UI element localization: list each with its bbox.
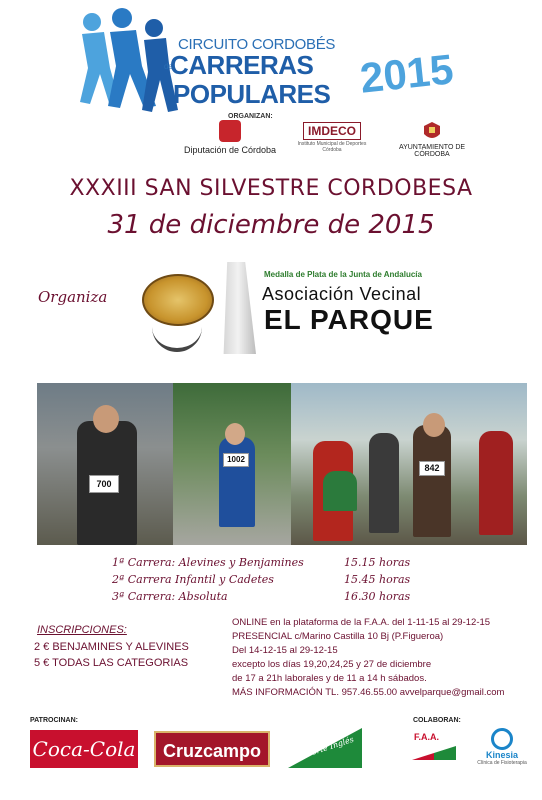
medal-text: Medalla de Plata de la Junta de Andalucía [264, 270, 422, 279]
diputacion-logo: Diputación de Córdoba [180, 120, 280, 155]
contact-info: MÁS INFORMACIÓN TL. 957.46.55.00 avvelparque@gmail.com [232, 687, 505, 698]
tower-icon [220, 262, 256, 354]
organiza-label: Organiza [38, 288, 108, 306]
cruzcampo-logo: Cruzcampo [154, 731, 270, 767]
circuit-title: CIRCUITO CORDOBÉS [178, 36, 336, 53]
except-info: excepto los días 19,20,24,25 y 27 de diciembre [232, 659, 432, 670]
race-name: 3ª Carrera: Absoluta [112, 590, 228, 603]
race-photos [37, 383, 527, 545]
imdeco-logo: IMDECO Instituto Municipal de Deportes Córdoba [297, 124, 367, 153]
race-schedule [112, 556, 432, 607]
coca-cola-logo: Coca-Cola [30, 730, 138, 768]
race-row [112, 590, 432, 607]
event-date: 31 de diciembre de 2015 [107, 210, 435, 240]
colaboran-label: COLABORAN: [413, 717, 461, 724]
diputacion-mark-icon [219, 120, 241, 142]
dates-info: Del 14-12-15 al 29-12-15 [232, 645, 338, 656]
el-parque-name: EL PARQUE [264, 304, 434, 335]
photo-runners-group [291, 383, 527, 545]
circuit-de: de [164, 62, 173, 71]
bib-number: 1002 [223, 453, 249, 467]
event-title: XXXIII SAN SILVESTRE CORDOBESA [69, 176, 473, 201]
ayuntamiento-logo: AYUNTAMIENTO DE CÓRDOBA [382, 120, 482, 158]
presencial-info: PRESENCIAL c/Marino Castilla 10 Bj (P.Figueroa) [232, 631, 444, 642]
circuit-year: 2015 [357, 45, 456, 102]
registration-info [232, 616, 532, 700]
photo-runner-1 [37, 383, 173, 545]
crest-icon [421, 120, 443, 142]
bib-number: 842 [419, 461, 445, 476]
hours-info: de 17 a 21h laborales y de 11 a 14 h sábados. [232, 673, 427, 684]
race-time: 15.45 horas [344, 573, 411, 586]
organizan-label: ORGANIZAN: [228, 113, 273, 120]
race-row [112, 556, 432, 573]
runners-icon [60, 8, 180, 118]
asociacion-name: Asociación Vecinal [262, 284, 422, 304]
race-row [112, 573, 432, 590]
kinesia-mark-icon [491, 728, 513, 750]
price-benjamines: 2 € BENJAMINES Y ALEVINES [34, 641, 189, 653]
photo-runner-2 [173, 383, 291, 545]
race-name: 1ª Carrera: Alevines y Benjamines [112, 556, 304, 569]
emblem-icon [142, 274, 214, 326]
patrocinan-label: PATROCINAN: [30, 717, 78, 724]
online-info: ONLINE en la plataforma de la F.A.A. del 1-11-15 al 29-12-15 [232, 617, 491, 628]
populares-title: POPULARES [173, 79, 331, 109]
kinesia-logo: Kinesia Clínica de Fisioterapia [472, 728, 532, 766]
carreras-title: CARRERAS [170, 50, 314, 80]
circuit-header [60, 8, 480, 163]
anchor-icon [152, 326, 202, 352]
inscripciones-heading: INSCRIPCIONES: [37, 624, 127, 636]
corte-ingles-logo: El Corte Inglés [288, 728, 362, 768]
race-time: 15.15 horas [344, 556, 411, 569]
price-categorias: 5 € TODAS LAS CATEGORIAS [34, 657, 189, 669]
faa-logo: F.A.A. [410, 730, 460, 770]
race-time: 16.30 horas [344, 590, 411, 603]
race-name: 2ª Carrera Infantil y Cadetes [112, 573, 274, 586]
asociacion-logo [140, 260, 490, 360]
bib-number: 700 [89, 475, 119, 493]
